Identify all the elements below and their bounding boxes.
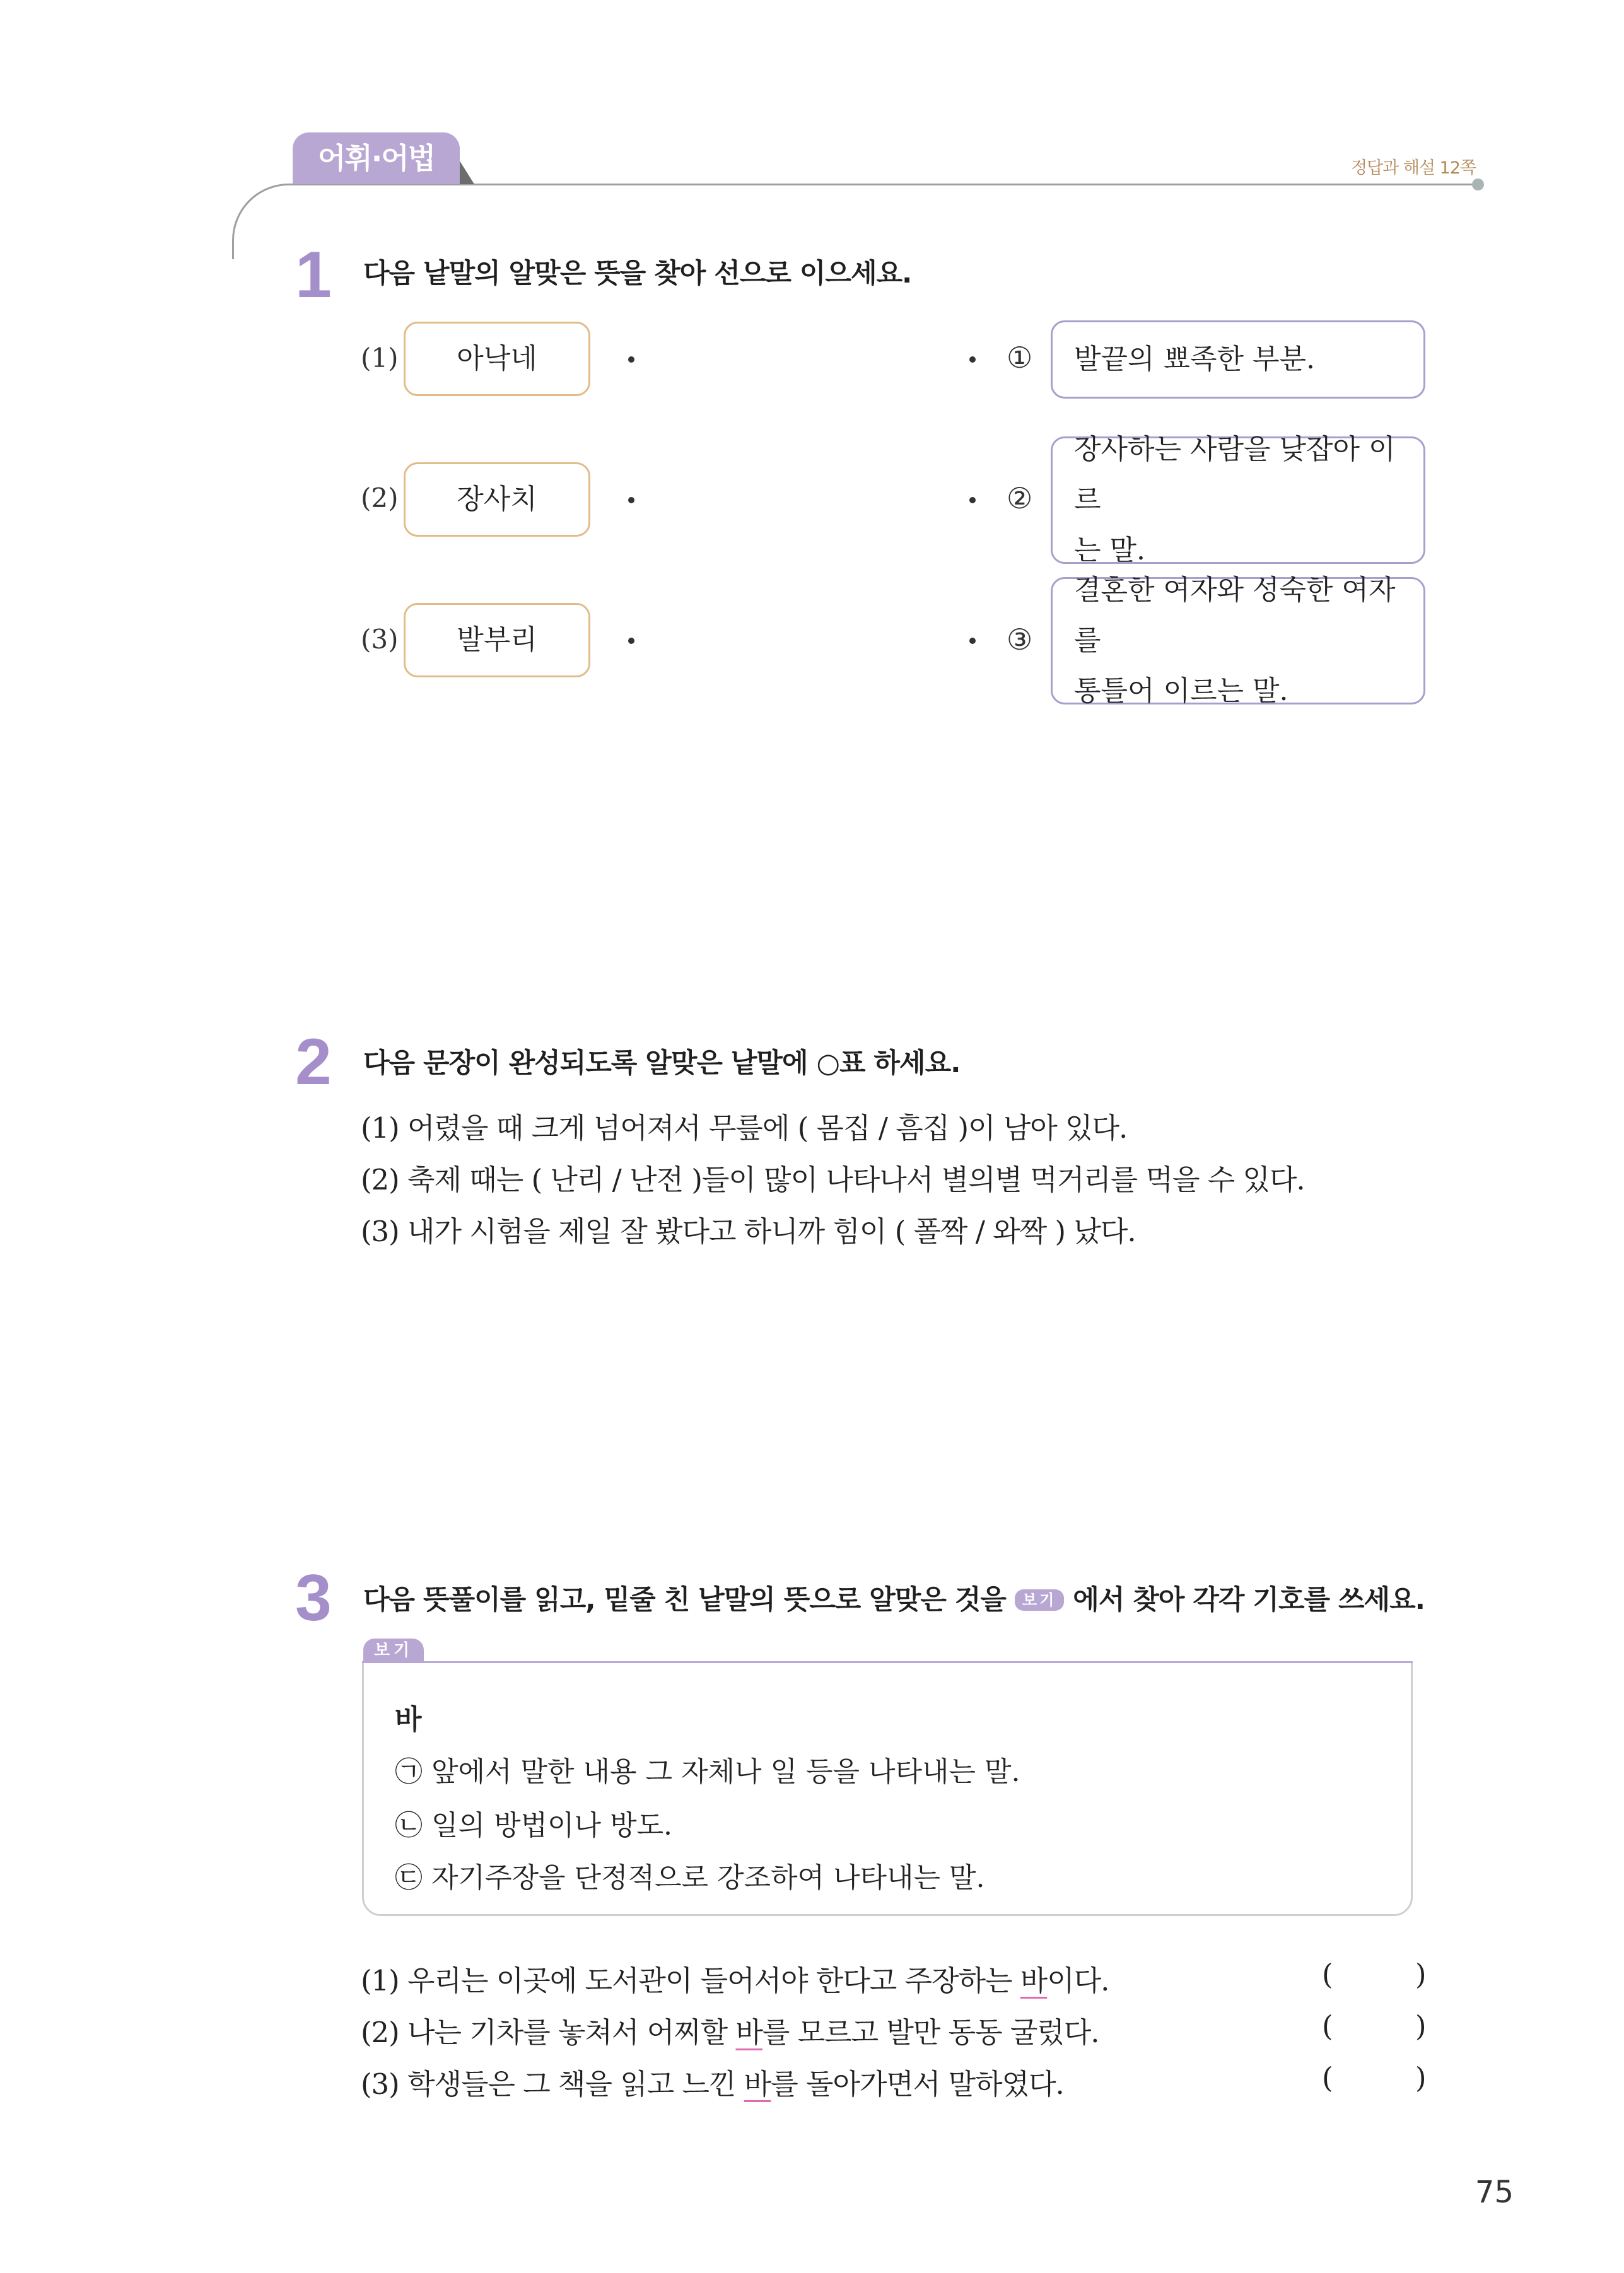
q3-instruction-before: 다음 뜻풀이를 읽고, 밑줄 친 낱말의 뜻으로 알맞은 것을 [363,1584,1006,1616]
q3-sentence-1-after: 이다. [1047,1964,1109,1997]
q3-answer-2-close: ) [1415,2009,1427,2043]
q3-answer-2-blank[interactable] [1337,2007,1411,2045]
q3-sentence-1 [361,1958,1109,1999]
q3-sentence-2-before: (2) 나는 기차를 놓쳐서 어찌할 [361,2016,736,2049]
q1-left-dot-1[interactable] [628,356,634,363]
q1-definition-3-line-1: 결혼한 여자와 성숙한 여자를 [1074,574,1396,657]
q3-answer-1-close: ) [1415,1958,1427,1991]
question-3-instruction [363,1579,1425,1617]
q3-answer-1-blank[interactable] [1337,1955,1411,1993]
answer-reference: 정답과 해설 12쪽 [1350,158,1476,178]
q1-definition-3-line-2: 통틀어 이르는 말. [1074,675,1288,707]
q1-left-num-2: (2) [361,482,399,513]
q1-left-num-1: (1) [361,342,399,373]
q3-answer-2-open: ( [1322,2009,1333,2043]
q2-sentence-1: (1) 어렸을 때 크게 넘어져서 무릎에 ( 몸집 / 흠집 )이 남아 있다. [361,1111,1128,1145]
bogi-item-3: ㉢ 자기주장을 단정적으로 강조하여 나타내는 말. [395,1862,985,1894]
q2-sentence-3: (3) 내가 시험을 제일 잘 봤다고 하니까 힘이 ( 폴짝 / 와짝 ) 났다. [361,1215,1136,1248]
question-2-number: 2 [295,1025,332,1099]
bogi-item-2: ㉡ 일의 방법이나 방도. [395,1809,672,1842]
bogi-item-1: ㉠ 앞에서 말한 내용 그 자체나 일 등을 나타내는 말. [395,1756,1020,1788]
q1-right-dot-3[interactable] [969,638,976,644]
q3-sentence-2 [361,2009,1099,2050]
q1-right-num-2: ② [1007,481,1033,515]
q1-right-dot-2[interactable] [969,497,976,503]
q1-right-dot-1[interactable] [969,356,976,363]
q1-word-box-2: 장사치 [404,462,590,537]
header-rule-dot [1472,178,1484,190]
header-corner-curve [232,184,295,259]
q3-bogi-inline-badge: 보기 [1015,1589,1064,1611]
q3-sentence-3-underlined: 바 [744,2067,771,2101]
question-3-number: 3 [295,1562,332,1635]
q2-sentence-2: (2) 축제 때는 ( 난리 / 난전 )들이 많이 나타나서 별의별 먹거리를 먹을 수 있다. [361,1163,1305,1196]
q1-definition-box-1 [1051,320,1425,399]
q3-sentence-2-after: 를 모르고 발만 동동 굴렀다. [762,2016,1099,2049]
q3-answer-1-open: ( [1322,1958,1333,1991]
q1-left-num-3: (3) [361,624,399,655]
q3-answer-3-open: ( [1322,2061,1333,2095]
bogi-title: 바 [395,1703,422,1736]
q3-answer-3-close: ) [1415,2061,1427,2095]
q3-instruction-after: 에서 찾아 각각 기호를 쓰세요. [1073,1584,1425,1616]
question-2-instruction: 다음 문장이 완성되도록 알맞은 낱말에 ○표 하세요. [363,1048,961,1079]
question-1-instruction: 다음 낱말의 알맞은 뜻을 찾아 선으로 이으세요. [363,258,912,289]
q1-definition-1-line-1: 발끝의 뾰족한 부분. [1074,343,1315,375]
question-1-number: 1 [295,238,332,312]
q3-sentence-3-after: 를 돌아가면서 말하였다. [771,2067,1064,2101]
q3-sentence-1-underlined: 바 [1020,1964,1048,1997]
q3-sentence-3 [361,2061,1064,2102]
q1-definition-box-2 [1051,433,1425,566]
q1-word-box-3: 발부리 [404,603,590,677]
bogi-box-badge: 보기 [363,1639,424,1662]
q3-sentence-3-before: (3) 학생들은 그 책을 읽고 느낀 [361,2067,744,2101]
q3-sentence-1-before: (1) 우리는 이곳에 도서관이 들어서야 한다고 주장하는 [361,1964,1020,1997]
q1-right-num-1: ① [1007,341,1033,375]
bogi-top-rule [362,1661,1413,1663]
q1-definition-box-3 [1051,574,1425,707]
q3-sentence-2-underlined: 바 [735,2016,762,2049]
q1-word-box-1: 아낙네 [404,322,590,396]
q1-left-dot-3[interactable] [628,638,634,644]
section-tab: 어휘·어법 [293,132,460,184]
q1-left-dot-2[interactable] [628,497,634,503]
page-number: 75 [1475,2175,1514,2210]
q1-definition-2-line-1: 장사하는 사람을 낮잡아 이르 [1074,433,1396,516]
q1-right-num-3: ③ [1007,622,1033,657]
q3-answer-3-blank[interactable] [1337,2059,1411,2096]
q1-definition-2-line-2: 는 말. [1074,534,1145,566]
